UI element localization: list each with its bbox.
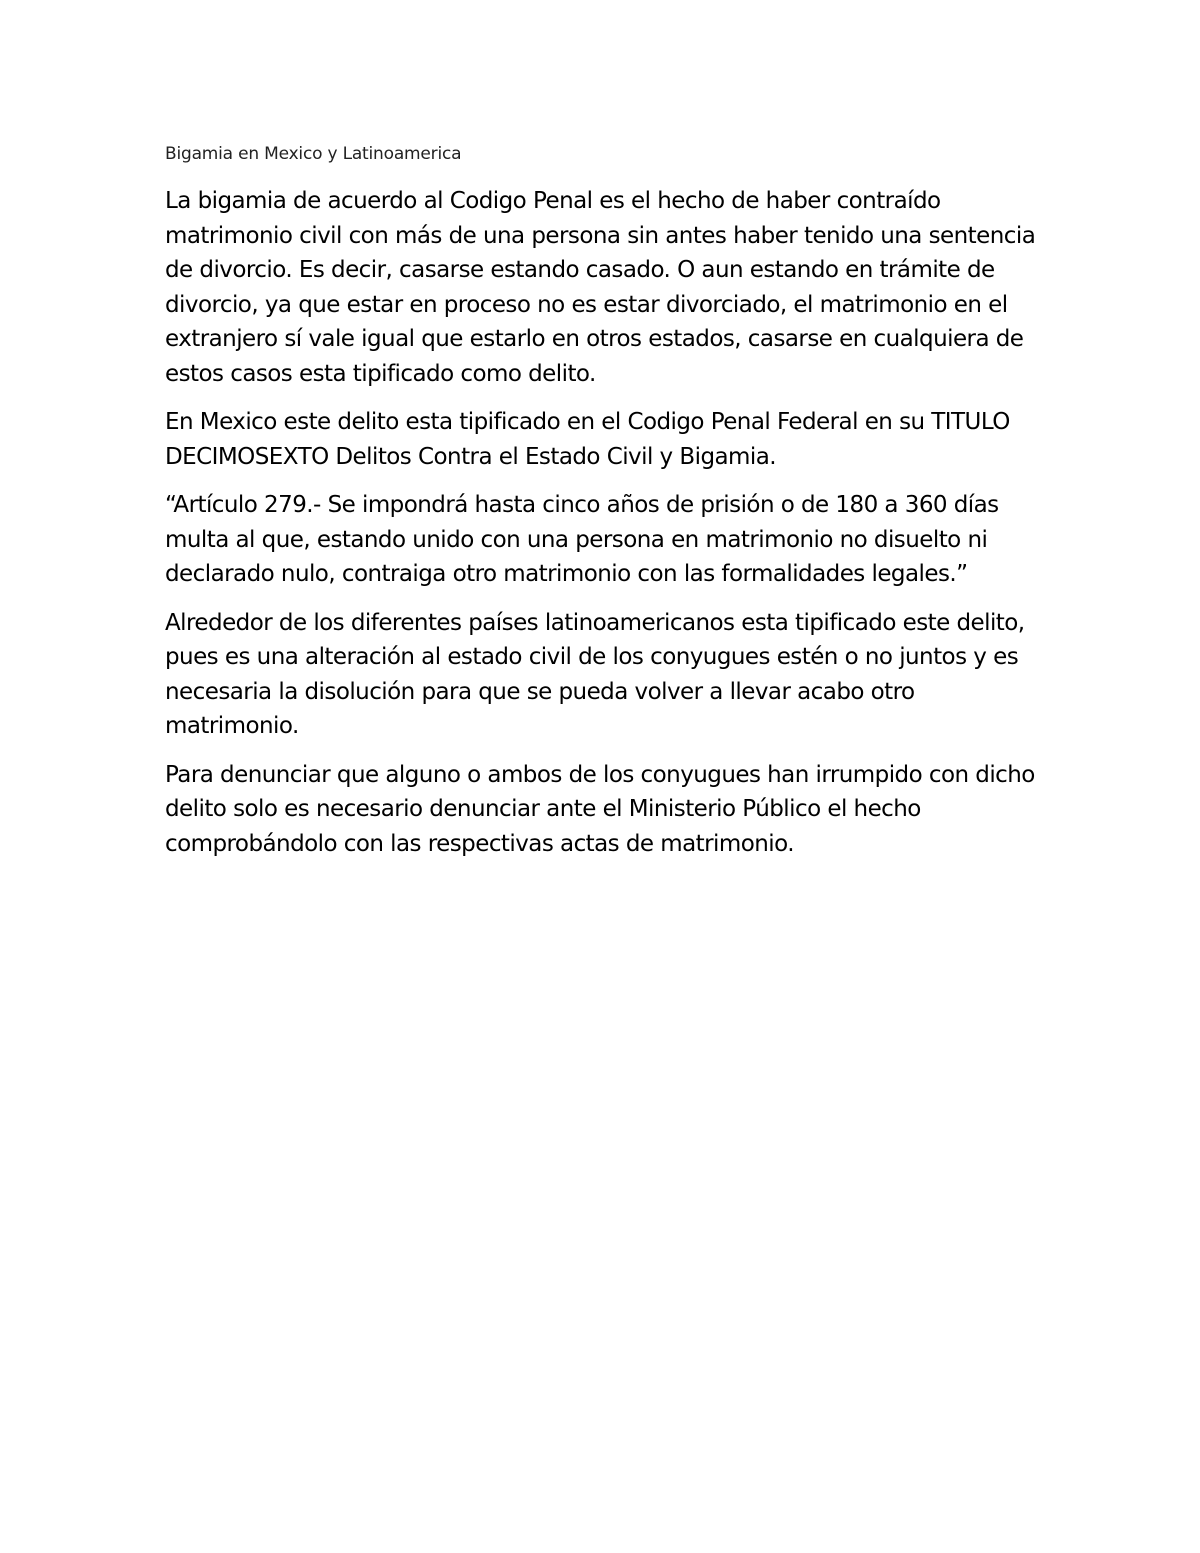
paragraph-mexico-law: En Mexico este delito esta tipificado en el Codigo Penal Federal en su TITULO DECIMOSEXTO Delitos Contra el Estado Civil y Bigamia. (165, 409, 1010, 470)
paragraph-latin-america: Alrededor de los diferentes países latinoamericanos esta tipificado este delito, pues es una alteración al estado civil de los conyugues estén o no juntos y es necesaria la disolución para que se pueda volver a llevar acabo otro matrimonio. (165, 609, 1025, 739)
document-title: Bigamia en Mexico y Latinoamerica (165, 144, 462, 164)
document-body (165, 142, 1045, 875)
paragraph-definition: La bigamia de acuerdo al Codigo Penal es el hecho de haber contraído matrimonio civil con más de una persona sin antes haber tenido una sentencia de divorcio. Es decir, casarse estando casado. O aun estando en trámite de divorcio, ya que estar en proceso no es estar divorciado, el matrimonio en el extranjero sí vale igual que estarlo en otros estados, casarse en cualquiera de estos casos esta tipificado como delito. (165, 188, 1036, 387)
paragraph-denunciation: Para denunciar que alguno o ambos de los conyugues han irrumpido con dicho delito solo es necesario denunciar ante el Ministerio Público el hecho comprobándolo con las respectivas actas de matrimonio. (165, 761, 1035, 857)
paragraph-article-279: “Artículo 279.- Se impondrá hasta cinco años de prisión o de 180 a 360 días multa al que, estando unido con una persona en matrimonio no disuelto ni declarado nulo, contraiga otro matrimonio con las formalidades legales.” (165, 492, 999, 587)
